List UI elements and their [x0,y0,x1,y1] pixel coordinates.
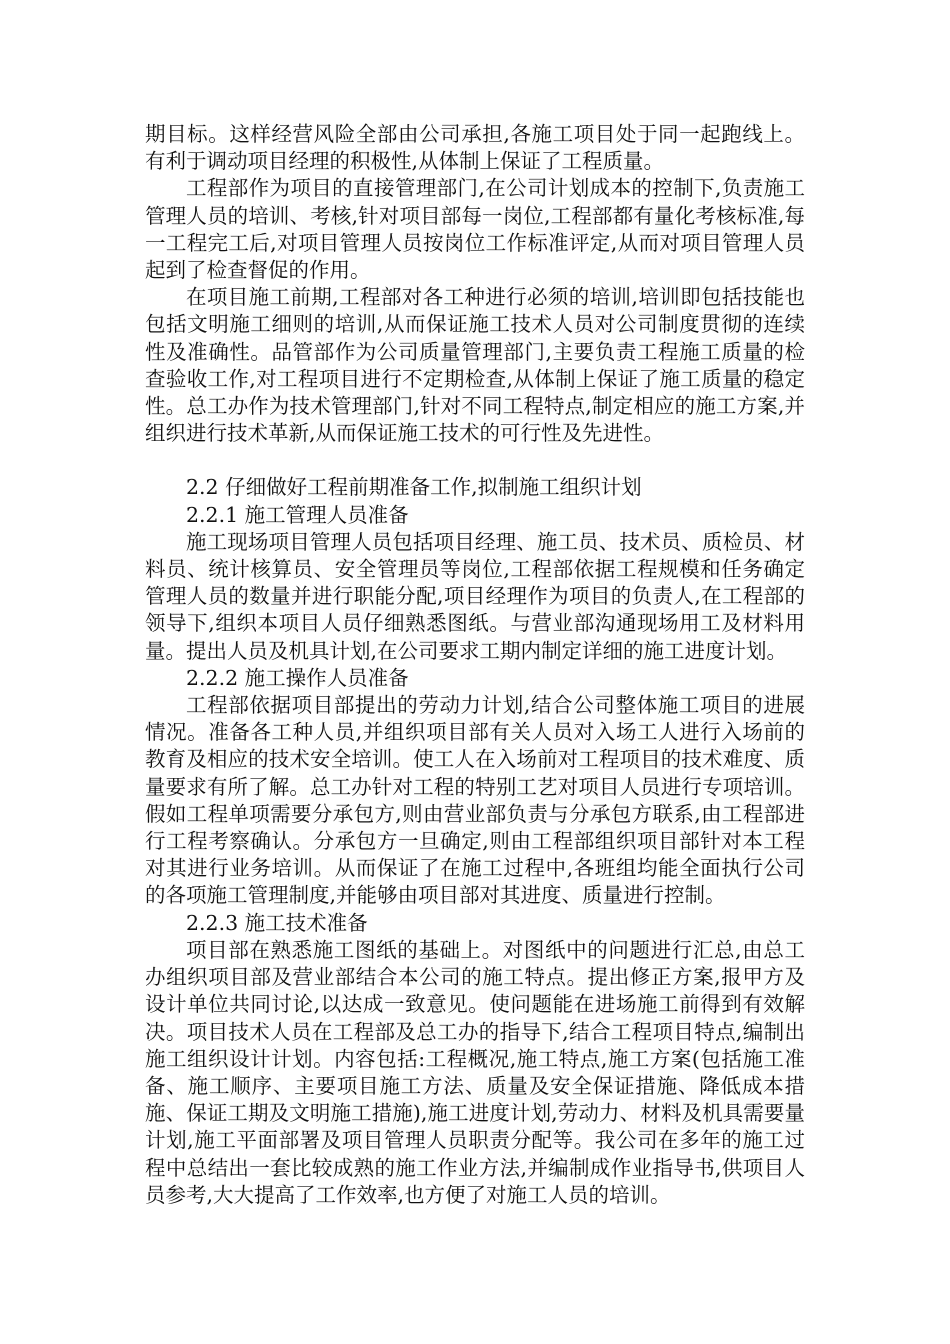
document-page [145,121,805,1209]
subsection-heading-2-2-1: 2.2.1 施工管理人员准备 [186,502,409,527]
subsection-heading-2-2-2: 2.2.2 施工操作人员准备 [186,665,409,690]
paragraph-management-staff: 施工现场项目管理人员包括项目经理、施工员、技术员、质检员、材料员、统计核算员、安全管理员等岗位,工程部依据工程规模和任务确定管理人员的数量并进行职能分配,项目经理作为项目的负责人,在工程部的领导下,组织本项目人员仔细熟悉图纸。与营业部沟通现场用工及材料用量。提出人员及机具计划,在公司要求工期内制定详细的施工进度计划。 [145,529,805,663]
paragraph-continuation: 期目标。这样经营风险全部由公司承担,各施工项目处于同一起跑线上。有利于调动项目经理的积极性,从体制上保证了工程质量。 [145,122,805,174]
section-spacer [145,447,805,474]
paragraph-operators: 工程部依据项目部提出的劳动力计划,结合公司整体施工项目的进展情况。准备各工种人员,并组织项目部有关人员对入场工人进行入场前的教育及相应的技术安全培训。使工人在入场前对工程项目的技术难度、质量要求有所了解。总工办针对工程的特别工艺对项目人员进行专项培训。假如工程单项需要分承包方,则由营业部负责与分承包方联系,由工程部进行工程考察确认。分承包方一旦确定,则由工程部组织项目部针对本工程对其进行业务培训。从而保证了在施工过程中,各班组均能全面执行公司的各项施工管理制度,并能够由项目部对其进度、质量进行控制。 [145,693,805,908]
paragraph-technical-prep: 项目部在熟悉施工图纸的基础上。对图纸中的问题进行汇总,由总工办组织项目部及营业部结合本公司的施工特点。提出修正方案,报甲方及设计单位共同讨论,以达成一致意见。使问题能在进场施工前得到有效解决。项目技术人员在工程部及总工办的指导下,结合工程项目特点,编制出施工组织设计计划。内容包括:工程概况,施工特点,施工方案(包括施工准备、施工顺序、主要项目施工方法、质量及安全保证措施、降低成本措施、保证工期及文明施工措施),施工进度计划,劳动力、材料及机具需要量计划,施工平面部署及项目管理人员职责分配等。我公司在多年的施工过程中总结出一套比较成熟的施工作业方法,并编制成作业指导书,供项目人员参考,大大提高了工作效率,也方便了对施工人员的培训。 [145,937,805,1207]
section-heading-2-2: 2.2 仔细做好工程前期准备工作,拟制施工组织计划 [186,475,642,500]
paragraph-training: 在项目施工前期,工程部对各工种进行必须的培训,培训即包括技能也包括文明施工细则的培训,从而保证施工技术人员对公司制度贯彻的连续性及准确性。品管部作为公司质量管理部门,主要负责工程施工质量的检查验收工作,对工程项目进行不定期检查,从体制上保证了施工质量的稳定性。总工办作为技术管理部门,针对不同工程特点,制定相应的施工方案,并组织进行技术革新,从而保证施工技术的可行性及先进性。 [145,285,805,446]
paragraph-engineering-dept: 工程部作为项目的直接管理部门,在公司计划成本的控制下,负责施工管理人员的培训、考核,针对项目部每一岗位,工程部都有量化考核标准,每一工程完工后,对项目管理人员按岗位工作标准评定,从而对项目管理人员起到了检查督促的作用。 [145,176,805,283]
subsection-heading-2-2-3: 2.2.3 施工技术准备 [186,910,368,935]
